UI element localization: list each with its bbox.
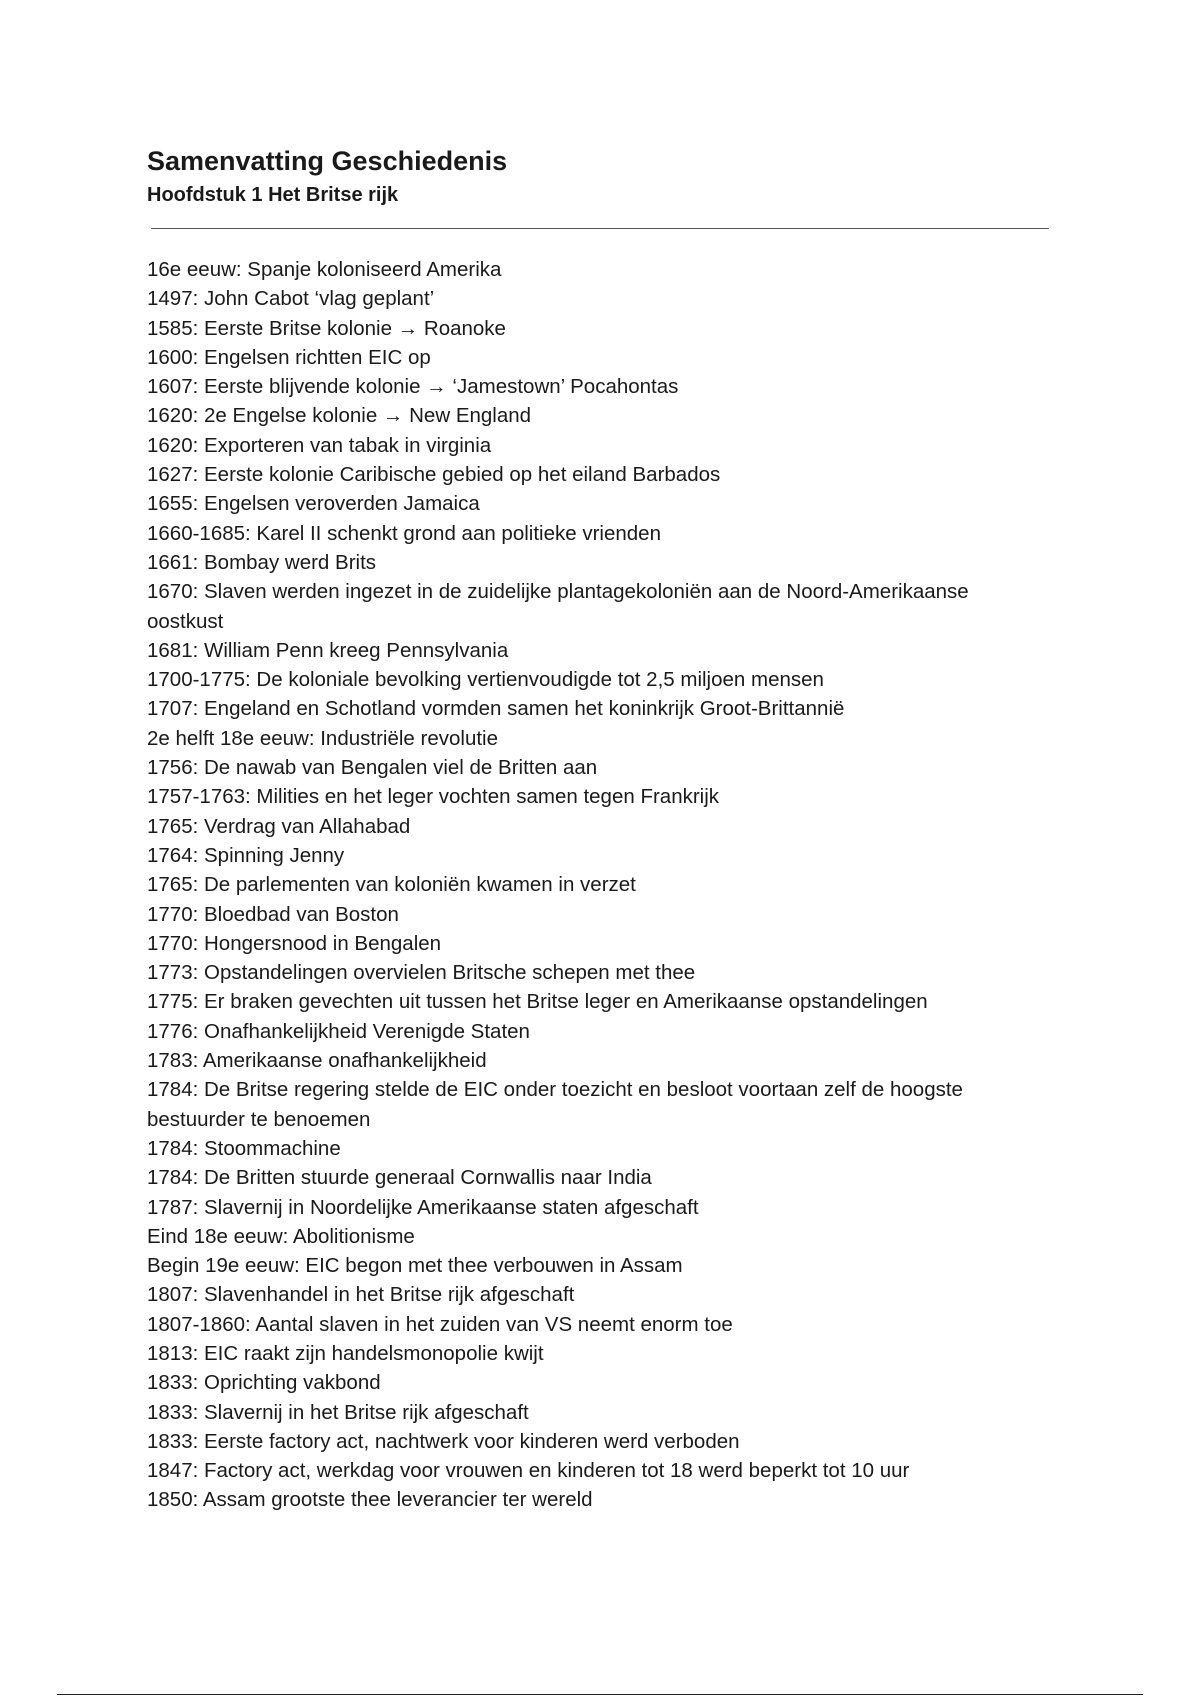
heading-divider (151, 228, 1049, 229)
timeline-entry: 1707: Engeland en Schotland vormden samen het koninkrijk Groot-Brittannië (147, 697, 845, 721)
timeline-entry: 1660-1685: Karel II schenkt grond aan politieke vrienden (147, 521, 661, 545)
timeline-entry: 1773: Opstandelingen overvielen Britsche schepen met thee (147, 961, 696, 985)
timeline-entry: 1807-1860: Aantal slaven in het zuiden van VS neemt enorm toe (147, 1312, 733, 1336)
timeline-entry: 1847: Factory act, werkdag voor vrouwen en kinderen tot 18 werd beperkt tot 10 uur (147, 1459, 910, 1483)
timeline-entry: 1655: Engelsen veroverden Jamaica (147, 492, 480, 516)
timeline-entry: 1765: Verdrag van Allahabad (147, 814, 411, 838)
timeline-entry: 1783: Amerikaanse onafhankelijkheid (147, 1049, 487, 1073)
timeline-entry: 1776: Onafhankelijkheid Verenigde Staten (147, 1019, 530, 1043)
timeline-list (147, 255, 1047, 1515)
timeline-entry: 1784: De Britten stuurde generaal Cornwallis naar India (147, 1166, 652, 1190)
timeline-entry: 1833: Eerste factory act, nachtwerk voor kinderen werd verboden (147, 1429, 740, 1453)
timeline-entry: 1764: Spinning Jenny (147, 843, 345, 867)
timeline-entry: 1775: Er braken gevechten uit tussen het Britse leger en Amerikaanse opstandelingen (147, 990, 928, 1014)
timeline-entry: 1787: Slavernij in Noordelijke Amerikaanse staten afgeschaft (147, 1195, 699, 1219)
timeline-entry: 1833: Slavernij in het Britse rijk afgeschaft (147, 1400, 529, 1424)
timeline-entry: 1784: Stoommachine (147, 1136, 341, 1160)
timeline-entry: 1585: Eerste Britse kolonie → Roanoke (147, 316, 506, 340)
timeline-entry: 1620: Exporteren van tabak in virginia (147, 433, 492, 457)
timeline-entry: 1600: Engelsen richtten EIC op (147, 345, 431, 369)
timeline-entry: Begin 19e eeuw: EIC begon met thee verbouwen in Assam (147, 1254, 683, 1278)
timeline-entry: 1850: Assam grootste thee leverancier ter wereld (147, 1488, 593, 1512)
timeline-entry: 1813: EIC raakt zijn handelsmonopolie kwijt (147, 1341, 544, 1365)
timeline-entry: 1681: William Penn kreeg Pennsylvania (147, 638, 509, 662)
timeline-entry: 1770: Bloedbad van Boston (147, 902, 399, 926)
timeline-entry: 1784: De Britse regering stelde de EIC onder toezicht en besloot voortaan zelf de hoogste bestuurder te benoemen (147, 1078, 963, 1131)
chapter-heading: Hoofdstuk 1 Het Britse rijk (147, 184, 399, 206)
timeline-entry: 1620: 2e Engelse kolonie → New England (147, 404, 532, 428)
timeline-entry: 1757-1763: Milities en het leger vochten samen tegen Frankrijk (147, 785, 720, 809)
timeline-entry: 1770: Hongersnood in Bengalen (147, 931, 442, 955)
timeline-entry: 1765: De parlementen van koloniën kwamen in verzet (147, 873, 636, 897)
timeline-entry: Eind 18e eeuw: Abolitionisme (147, 1224, 415, 1248)
timeline-entry: 1627: Eerste kolonie Caribische gebied op het eiland Barbados (147, 463, 721, 487)
timeline-entry: 2e helft 18e eeuw: Industriële revolutie (147, 726, 499, 750)
timeline-entry: 1807: Slavenhandel in het Britse rijk afgeschaft (147, 1283, 575, 1307)
page-footer-line (57, 1694, 1143, 1695)
timeline-entry: 1756: De nawab van Bengalen viel de Britten aan (147, 756, 598, 780)
timeline-entry: 16e eeuw: Spanje koloniseerd Amerika (147, 258, 502, 281)
document-title: Samenvatting Geschiedenis (147, 146, 508, 176)
timeline-entry: 1833: Oprichting vakbond (147, 1371, 381, 1395)
timeline-entry: 1700-1775: De koloniale bevolking vertienvoudigde tot 2,5 miljoen mensen (147, 668, 824, 692)
timeline-entry: 1607: Eerste blijvende kolonie → ‘Jamestown’ Pocahontas (147, 375, 679, 399)
timeline-entry: 1670: Slaven werden ingezet in de zuidelijke plantagekoloniën aan de Noord-Amerikaanse oostkust (147, 580, 969, 633)
timeline-entry: 1661: Bombay werd Brits (147, 550, 377, 574)
timeline-entry: 1497: John Cabot ‘vlag geplant’ (147, 287, 435, 311)
